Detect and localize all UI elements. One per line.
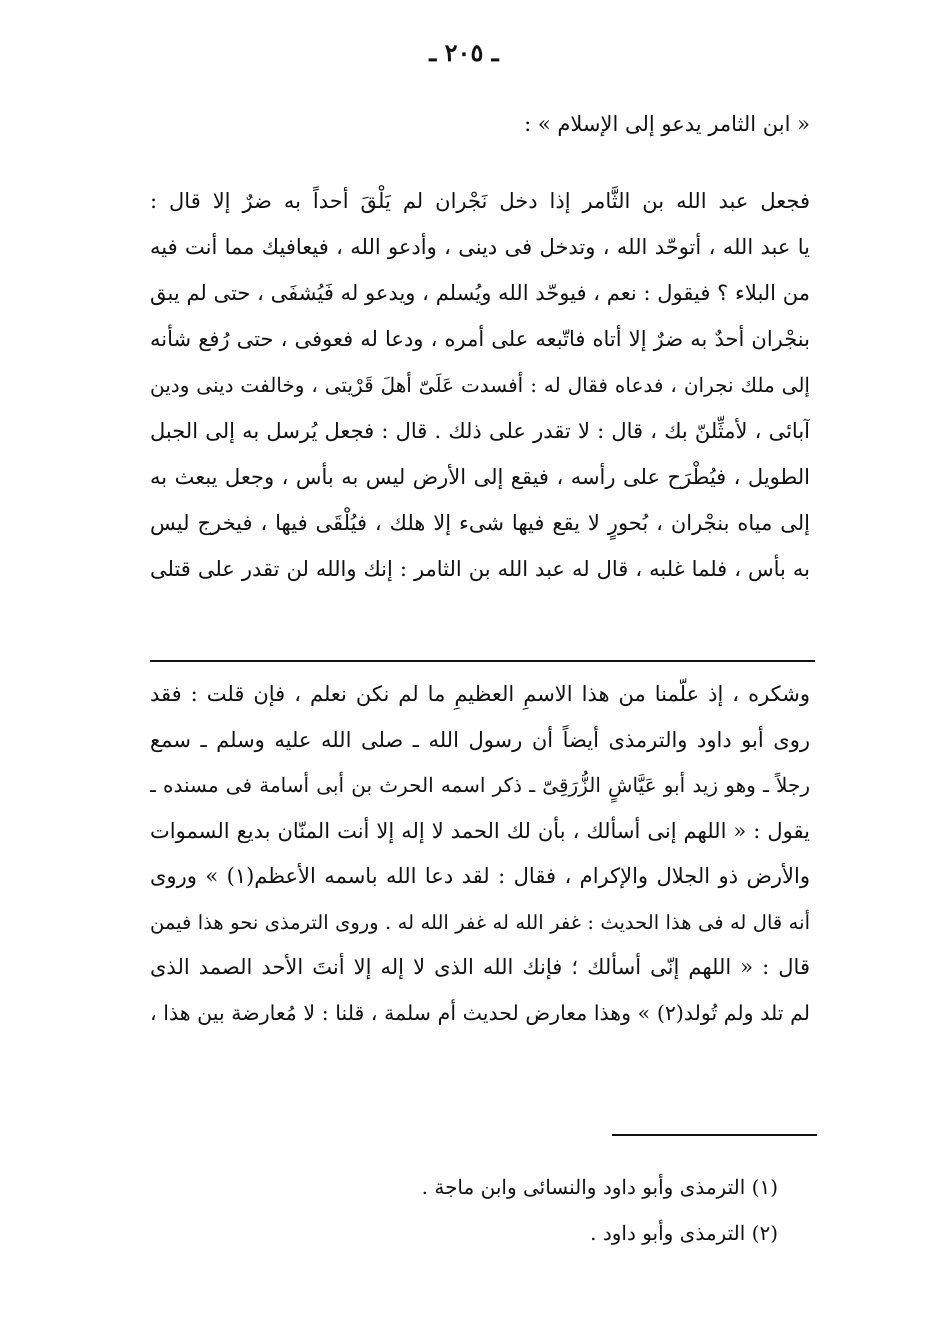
commentary-line: قال : « اللهم إنّى أسألك ؛ فإنك الله الذى لا إله إلا أنتَ الأحد الصمد الذى [150,955,810,979]
commentary-line: يقول : « اللهم إنى أسألك ، بأن لك الحمد لا إله إلا أنت المنّان بديع السموات [150,818,810,843]
footnote: (١) الترمذى وأبو داود والنسائى وابن ماجة . [421,1175,778,1199]
commentary-line: وشكره ، إذ علّمنا من هذا الاسمِ العظيمِ ما لم نكن نعلم ، فإن قلت : فقد [150,682,810,706]
main-text-line: إلى مياه بنجْران ، بُحورٍ لا يقع فيها شىء إلا هلك ، فيُلْقَى فيها ، فيخرج ليس [150,511,810,535]
main-text-line: من البلاء ؟ فيقول : نعم ، فيوحّد الله ويُسلم ، ويدعو له فَيُشفَى ، حتى لم يبق [150,281,810,305]
main-text-line: إلى ملك نجران ، فدعاه فقال له : أفسدت عَلَىّ أهلَ قَرْيتى ، وخالفت دينى ودين [150,373,810,397]
section-heading: « ابن الثامر يدعو إلى الإسلام » : [524,112,810,136]
main-text-line: فجعل عبد الله بن الثَّامر إذا دخل نَجْران لم يَلْقَ أحداً به ضرٌ إلا قال : [150,189,810,213]
commentary-text [150,672,810,1036]
commentary-line: أنه قال له فى هذا الحديث : غفر الله له غفر الله له . وروى الترمذى نحو هذا فيمن [150,910,810,934]
commentary-line: لم تلد ولم تُولد(٢) » وهذا معارض لحديث أم سلمة ، قلنا : لا مُعارضة بين هذا ، [150,1000,810,1025]
commentary-line: والأرض ذو الجلال والإكرام ، فقال : لقد دعا الله باسمه الأعظم(١) » وروى [150,864,810,888]
text-divider [150,660,815,662]
commentary-line: رجلاً ـ وهو زيد أبو عَيَّاشٍ الزُّرَقِىّ ـ ذكر اسمه الحرث بن أبى أسامة فى مسنده ـ [150,773,810,797]
main-text-line: الطويل ، فيُطْرَح على رأسه ، فيقع إلى الأرض ليس به بأس ، وجعل يبعث به [150,465,810,489]
main-text-line: به بأس ، فلما غلبه ، قال له عبد الله بن الثامر : إنك والله لن تقدر على قتلى [150,557,810,581]
main-text-line: بنجْران أحدٌ به ضرٌ إلا أتاه فاتّبعه على أمره ، ودعا له فعوفى ، حتى رُفع شأنه [150,327,810,351]
page-number: ـ ٢٠٥ ـ [429,38,499,67]
main-text-line: يا عبد الله ، أتوحّد الله ، وتدخل فى دينى ، وأدعو الله ، فيعافيك مما أنت فيه [150,235,810,259]
main-text [150,178,810,592]
footnotes [300,1164,778,1256]
main-text-line: آبائى ، لأمثِّلنّ بك ، قال : لا تقدر على ذلك . قال : فجعل يُرسل به إلى الجبل [150,419,810,443]
footnote: (٢) الترمذى وأبو داود . [590,1221,778,1245]
commentary-line: روى أبو داود والترمذى أيضاً أن رسول الله ـ صلى الله عليه وسلم ـ سمع [150,727,810,752]
footnote-divider [612,1134,817,1136]
